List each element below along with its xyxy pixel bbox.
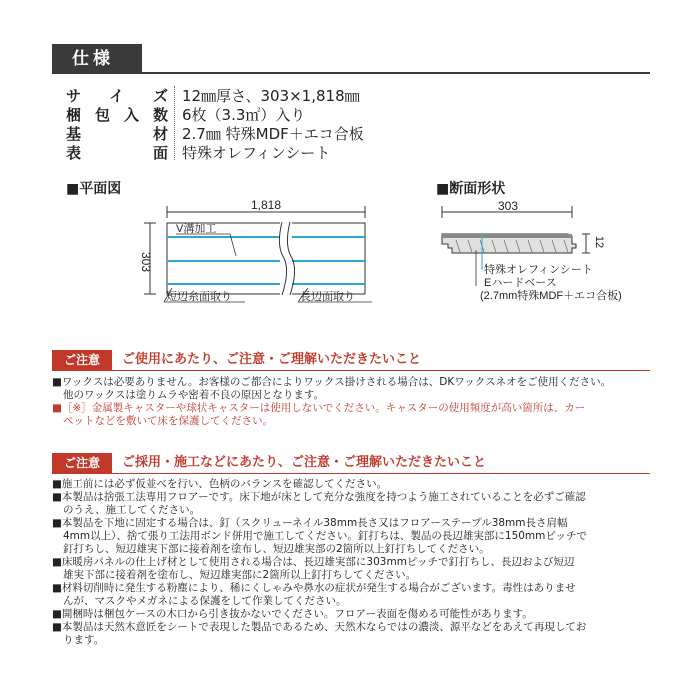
caution-2-item: ■本製品は捨張工法専用フロアーです。床下地が床として充分な強度を持つよう施工されていることを必ずご確認: [52, 491, 586, 503]
section-width-label: 303: [497, 200, 519, 213]
spec-label-surface: 表面: [66, 144, 168, 162]
caution-1-item: 他のワックスは塗りムラや密着不良の原因となります。: [63, 389, 325, 401]
caution-tag-1: ご注意: [52, 350, 112, 370]
caution-1-body: [52, 376, 657, 428]
surface-layer: [442, 234, 572, 238]
thickness-label: 12: [593, 235, 605, 249]
caution-2-item: ■床暖房パネルの仕上げ材として使用される場合は、長辺雄実部に303mmピッチで釘打ちし、長辺および短辺: [52, 556, 575, 568]
caution-title-2: ご採用・施工などにあたり、ご注意・ご理解いただきたいこと: [122, 455, 487, 470]
caution-1-item: ■［※］金属製キャスターや球状キャスターは使用しないでください。キャスターの使用頻度が高い箇所は、カー: [52, 402, 586, 414]
surface-material-label: 特殊オレフィンシート: [484, 264, 593, 276]
caution-2-body: [52, 478, 657, 647]
caution-2-item: ■本製品を下地に固定する場合は、釘（スクリューネイル38mm長さ又はフロアーステープル38mm長さ肩幅: [52, 517, 568, 529]
spec-value-base: 2.7㎜ 特殊MDF＋エコ合板: [182, 125, 364, 143]
base-material-label: Eハードベース: [484, 277, 557, 289]
plan-view-heading: ■平面図: [66, 181, 122, 197]
caution-2-item: んが、マスクやメガネによる保護をして作業してください。: [63, 595, 347, 607]
v-groove-label: V溝加工: [176, 223, 217, 235]
base-material-detail: (2.7mm特殊MDF＋エコ合板): [480, 290, 622, 302]
spec-separator: [174, 86, 176, 160]
header-rule: [142, 72, 650, 74]
caution-title-1: ご使用にあたり、ご注意・ご理解いただきたいこと: [122, 352, 422, 367]
caution-2-item: のうえ、施工してください。: [63, 504, 201, 516]
spec-value-package: 6枚（3.3㎡）入り: [182, 106, 306, 124]
short-edge-label: 短辺糸面取り: [166, 291, 232, 303]
caution-rule-2: [52, 473, 650, 474]
caution-2-item: ■材料切削時に発生する粉塵により、稀にくしゃみや鼻水の症状が発生する場合がございます。毒性はありませ: [52, 582, 576, 594]
section-view-heading: ■断面形状: [436, 181, 506, 197]
caution-2-item: 釘打ちし、短辺雄実下部に接着剤を塗布し、短辺雄実部の2箇所以上釘打ちしてください。: [63, 543, 490, 555]
spec-label-size: サイズ: [66, 87, 168, 105]
plan-width-label: 303: [139, 251, 153, 273]
caution-2-item: 4mm以上）、捨て張り工法用ボンド併用で施工してください。釘打ちは、製品の長辺雄実部に150mmピッチで: [63, 530, 587, 542]
plan-view-diagram: [120, 196, 380, 308]
section-view-diagram: [436, 200, 652, 308]
plan-length-label: 1,818: [250, 198, 282, 212]
spec-value-surface: 特殊オレフィンシート: [182, 144, 331, 162]
spec-label-package: 梱包入数: [66, 106, 168, 124]
long-edge-label: 長辺面取り: [300, 291, 355, 303]
caution-2-item: ■開梱時は梱包ケースの木口から引き抜かないでください。フロアー表面を傷める可能性があります。: [52, 608, 533, 620]
caution-2-item: ■施工前には必ず仮並べを行い、色柄のバランスを確認してください。: [52, 478, 388, 490]
caution-1-item: ペットなどを敷いて床を保護してください。: [63, 415, 273, 427]
caution-rule-1: [52, 370, 650, 371]
caution-1-item: ■ワックスは必要ありません。お客様のご都合によりワックス掛けされる場合は、DKワックスネオをご使用ください。: [52, 376, 612, 388]
caution-2-item: 雄実下部に接着剤を塗布し、短辺雄実部に2箇所以上釘打ちしてください。: [63, 569, 417, 581]
page-title: 仕様: [72, 49, 114, 69]
caution-tag-2: ご注意: [52, 453, 112, 473]
caution-2-item: ■本製品は天然木意匠をシートで表現した製品であるため、天然木ならではの濃淡、源平などをあえて再現してお: [52, 621, 587, 633]
spec-value-size: 12㎜厚さ、303×1,818㎜: [182, 87, 360, 105]
spec-label-base: 基材: [66, 125, 168, 143]
caution-2-item: ります。: [63, 634, 105, 646]
